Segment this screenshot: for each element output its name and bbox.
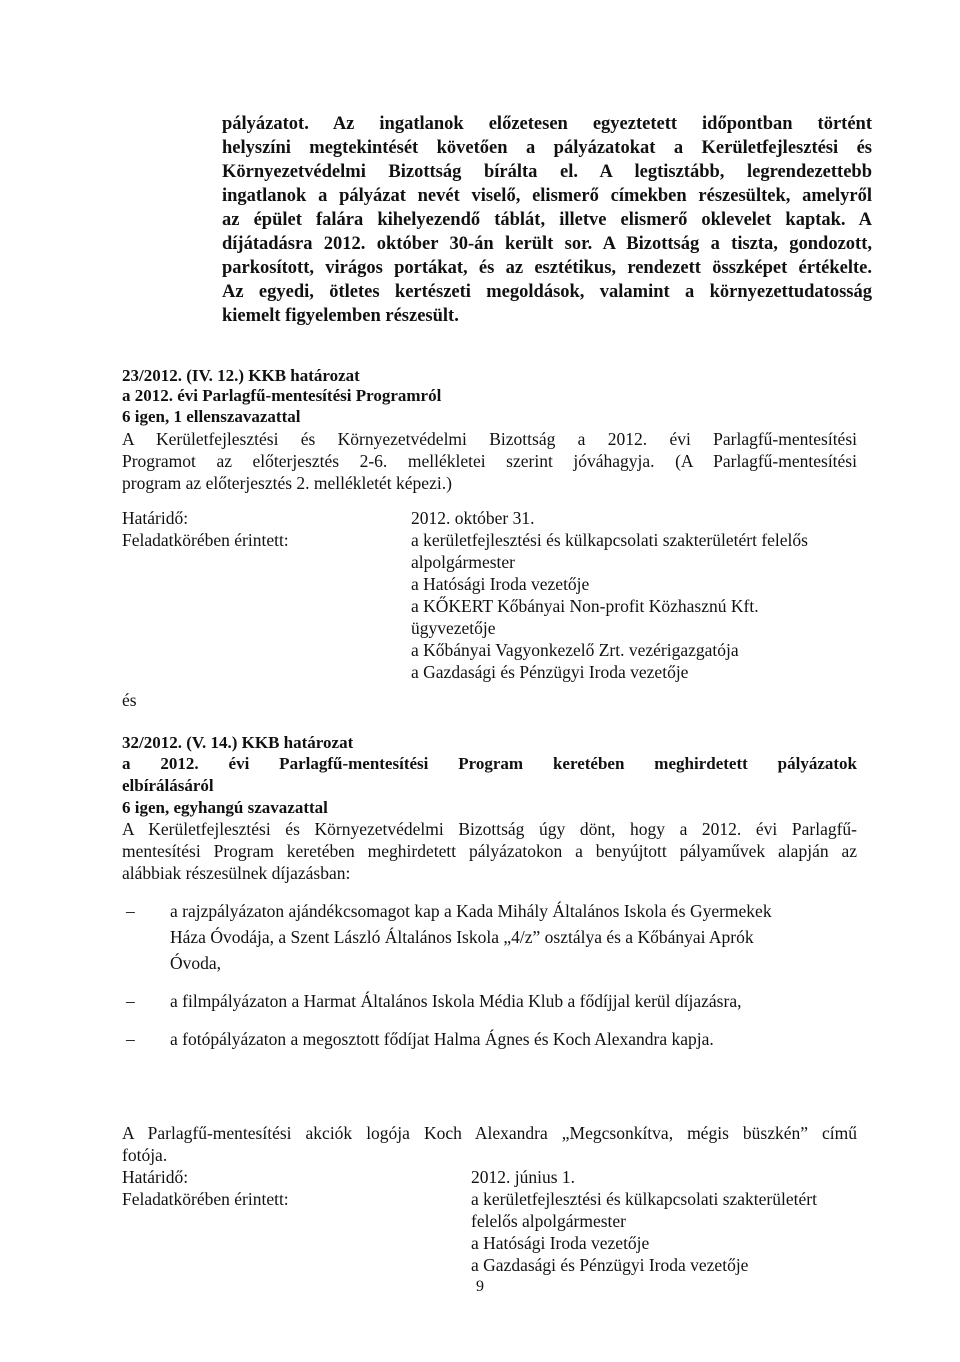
responsible-item: alpolgármester [411, 552, 515, 572]
logo-note-line: fotója. [122, 1145, 168, 1165]
resolution2-deadline-value: 2012. június 1. [471, 1167, 576, 1187]
resolution1-vote: 6 igen, 1 ellenszavazattal [122, 407, 301, 426]
intro-line: díjátadásra 2012. október 30-án került sor. A Bizottság a tiszta, gondozott, [222, 234, 872, 254]
resolution1-text-line: program az előterjesztés 2. mellékletét képezi.) [122, 473, 452, 493]
logo-note-line: A Parlagfű-mentesítési akciók logója Koch Alexandra „Megcsonkítva, mégis büszkén” című [122, 1123, 857, 1143]
list-item-line: Óvoda, [170, 953, 222, 973]
resolution1-text-line: A Kerületfejlesztési és Környezetvédelmi Bizottság a 2012. évi Parlagfű-mentesítési [122, 429, 857, 449]
list-item [122, 898, 862, 976]
resolution1-text [122, 428, 857, 494]
list-item-line: a rajzpályázaton ajándékcsomagot kap a Kada Mihály Általános Iskola és Gyermekek [170, 901, 772, 921]
resolution1-number: 23/2012. (IV. 12.) KKB határozat [122, 366, 360, 385]
resolution1-subject: a 2012. évi Parlagfű-mentesítési Programról [122, 386, 442, 405]
resolution2-subject-line2: elbírálásáról [122, 776, 214, 795]
resolution2-vote: 6 igen, egyhangú szavazattal [122, 798, 328, 817]
responsible-item: a Gazdasági és Pénzügyi Iroda vezetője [411, 662, 689, 682]
bullet-dash: – [126, 991, 135, 1011]
resolution2-text-line: alábbiak részesülnek díjazásban: [122, 863, 351, 883]
resolution2-text-line: mentesítési Program keretében meghirdetett pályázatokon a benyújtott pályaművek alapján az [122, 841, 857, 861]
resolution1-deadline-label: Határidő: [122, 508, 189, 528]
resolution2-responsible-label: Feladatkörében érintett: [122, 1189, 289, 1209]
responsible-item: a Gazdasági és Pénzügyi Iroda vezetője [471, 1255, 749, 1275]
resolution1-responsible-list [411, 529, 808, 683]
intro-line: pályázatot. Az ingatlanok előzetesen egyeztetett időpontban történt [222, 114, 872, 134]
responsible-item: a Hatósági Iroda vezetője [471, 1233, 650, 1253]
responsible-item: a KŐKERT Kőbányai Non-profit Közhasznú Kft. [411, 596, 759, 616]
resolution2-subject-line1 [122, 754, 857, 774]
responsible-item: ügyvezetője [411, 618, 496, 638]
resolution1-deadline-value: 2012. október 31. [411, 508, 535, 528]
resolution2-responsible-list [471, 1188, 817, 1276]
list-item-line: a filmpályázaton a Harmat Általános Iskola Média Klub a fődíjjal kerül díjazásra, [170, 991, 742, 1011]
list-item [122, 1026, 862, 1052]
intro-line: kiemelt figyelemben részesült. [222, 306, 459, 326]
responsible-item: a kerületfejlesztési és külkapcsolati szakterületért [471, 1189, 817, 1209]
resolution2-number: 32/2012. (V. 14.) KKB határozat [122, 733, 354, 752]
list-item-line: Háza Óvodája, a Szent László Általános Iskola „4/z” osztálya és a Kőbányai Aprók [170, 927, 754, 947]
intro-line: Az egyedi, ötletes kertészeti megoldások, valamint a környezettudatosság [222, 282, 872, 302]
responsible-item: felelős alpolgármester [471, 1211, 627, 1231]
resolution1-and-label: és [122, 690, 137, 710]
list-item [122, 988, 862, 1014]
intro-line: az épület falára kihelyezendő táblát, illetve elismerő oklevelet kaptak. A [222, 210, 872, 230]
responsible-item: a kerületfejlesztési és külkapcsolati szakterületért felelős [411, 530, 808, 550]
resolution2-text-line: A Kerületfejlesztési és Környezetvédelmi Bizottság úgy dönt, hogy a 2012. évi Parlagfű- [122, 819, 857, 839]
page-number: 9 [476, 1278, 484, 1295]
bullet-dash: – [126, 1029, 135, 1049]
intro-line: helyszíni megtekintését követően a pályázatokat a Kerületfejlesztési és [222, 138, 872, 158]
list-item-line: a fotópályázaton a megosztott fődíjat Halma Ágnes és Koch Alexandra kapja. [170, 1029, 714, 1049]
resolution2-subject-text: a 2012. évi Parlagfű-mentesítési Program keretében meghirdetett pályázatok [122, 754, 857, 773]
intro-line: parkosított, virágos portákat, és az esztétikus, rendezett összképet értékelte. [222, 258, 872, 278]
resolution1-text-line: Programot az előterjesztés 2-6. mellékletei szerint jóváhagyja. (A Parlagfű-mentesítési [122, 451, 857, 471]
resolution2-deadline-label: Határidő: [122, 1167, 189, 1187]
responsible-item: a Kőbányai Vagyonkezelő Zrt. vezérigazgatója [411, 640, 739, 660]
intro-line: ingatlanok a pályázat nevét viselő, elismerő címekben részesültek, amelyről [222, 186, 872, 206]
responsible-item: a Hatósági Iroda vezetője [411, 574, 590, 594]
award-list [122, 898, 862, 1064]
intro-line: Környezetvédelmi Bizottság bírálta el. A legtisztább, legrendezettebb [222, 162, 872, 182]
resolution2-text [122, 818, 857, 884]
resolution1-responsible-label: Feladatkörében érintett: [122, 530, 289, 550]
intro-paragraph [222, 112, 872, 328]
bullet-dash: – [126, 901, 135, 921]
logo-note [122, 1122, 857, 1166]
